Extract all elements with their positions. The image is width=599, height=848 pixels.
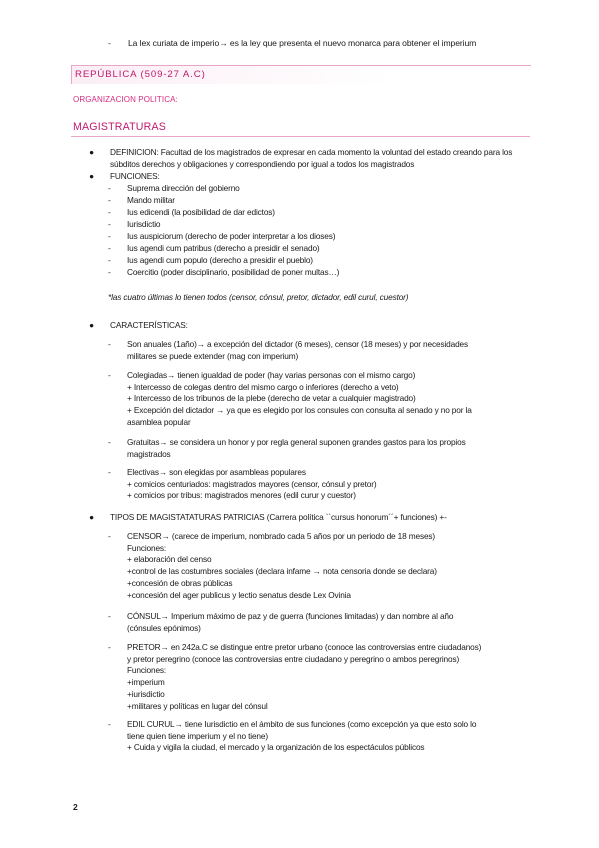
subsection-title: ORGANIZACION POLITICA:: [73, 95, 178, 104]
funciones-note: *las cuatro últimas lo tienen todos (censor, cónsul, pretor, dictador, edil curul, cuestor): [108, 292, 409, 302]
funciones-item: - Ius edicendi (la posibilidad de dar edictos): [108, 207, 275, 217]
definicion-bullet: [89, 147, 531, 170]
funciones-item: - Iurisdictio: [108, 219, 161, 229]
tipos-bullet: [89, 512, 531, 524]
caracteristica-colegiadas: - Colegiadas→ tienen igualdad de poder (hay varias personas con el mismo cargo) + Intercesso de colegas dentro del mismo cargo o inferiores (derecho a veto) + Intercesso de los tribunos de la plebe (derecho de vetar a cualquier magistrado) + Excepción del dictador → ya que es elegido por los consules con consulta al senado y no por la asamblea popular: [108, 370, 472, 427]
funciones-item: - Ius agendi cum patribus (derecho a presidir el senado): [108, 243, 320, 253]
funciones-item: - Mando militar: [108, 195, 175, 205]
bullet-dot: ●: [89, 320, 94, 330]
caracteristica-gratuitas: - Gratuitas→ se considera un honor y por regla general suponen grandes gastos para los propios magistrados: [108, 437, 466, 459]
tipo-censor: - CENSOR→ (carece de imperium, nombrado cada 5 años por un periodo de 18 meses) Funciones: + elaboración del censo +control de las costumbres sociales (declara infame → nota censoria donde se declara) +concesión de obras públicas +concesión del ager publicus y lectio senatus desde Lex Ovinia: [108, 531, 437, 600]
tipo-consul: - CÓNSUL→ Imperium máximo de paz y de guerra (funciones limitadas) y dan nombre al año (cónsules epónimos): [108, 611, 454, 633]
caracteristicas-title: CARACTERÍSTICAS:: [110, 320, 188, 330]
section-title: REPÚBLICA (509-27 A.C): [75, 69, 206, 80]
funciones-item: - Ius auspiciorum (derecho de poder interpretar a los dioses): [108, 231, 336, 241]
caracteristica-anuales: - Son anuales (1año)→ a excepción del dictador (6 meses), censor (18 meses) y por necesidades militares se puede extender (mag con imperium): [108, 339, 468, 361]
caracteristicas-bullet: [89, 320, 531, 332]
funciones-item: - Coercitio (poder disciplinario, posibilidad de poner multas…): [108, 267, 340, 277]
heading-magistraturas: MAGISTRATURAS: [73, 121, 167, 133]
dash-marker: -: [108, 38, 111, 48]
funciones-item: - Suprema dirección del gobierno: [108, 183, 240, 193]
lex-curiata-text: La lex curiata de imperio→ es la ley que presenta el nuevo monarca para obtener el imperium: [128, 38, 477, 48]
bullet-dot: ●: [89, 512, 94, 522]
funciones-bullet: [89, 171, 531, 183]
caracteristica-electivas: - Electivas→ son elegidas por asambleas populares + comicios centuriados: magistrados mayores (censor, cónsul y pretor) + comicios por tribus: magistrados menores (edil curur y cuestor): [108, 467, 377, 501]
page-number: 2: [73, 802, 78, 812]
bullet-dot: ●: [89, 171, 94, 181]
tipos-title: TIPOS DE MAGISTATATURAS PATRICIAS (Carrera política ``cursus honorum´´+ funciones) +-: [110, 512, 447, 522]
bullet-dot: ●: [89, 147, 94, 157]
tipo-pretor: - PRETOR→ en 242a.C se distingue entre pretor urbano (conoce las controversias entre ciudadanos) y pretor peregrino (conoce las controversias entre ciudadano y peregrino o ambos peregrinos) Funciones: +imperium +iurisdictio +militares y políticas en lugar del cónsul: [108, 642, 482, 711]
funciones-title: FUNCIONES:: [110, 171, 160, 181]
tipo-edil-curul: - EDIL CURUL→ tiene Iurisdictio en el ámbito de sus funciones (como excepción ya que esto solo lo tiene quien tiene imperium y el no tiene) + Cuida y vigila la ciudad, el mercado y la organización de los espectáculos públicos: [108, 719, 477, 753]
funciones-item: - Ius agendi cum populo (derecho a presidir el pueblo): [108, 255, 313, 265]
definicion-text: DEFINICION: Facultad de los magistrados de expresar en cada momento la voluntad del estado creando para los súbditos derechos y obligaciones y correspondiendo por igual a todos los magistrados: [110, 147, 513, 169]
